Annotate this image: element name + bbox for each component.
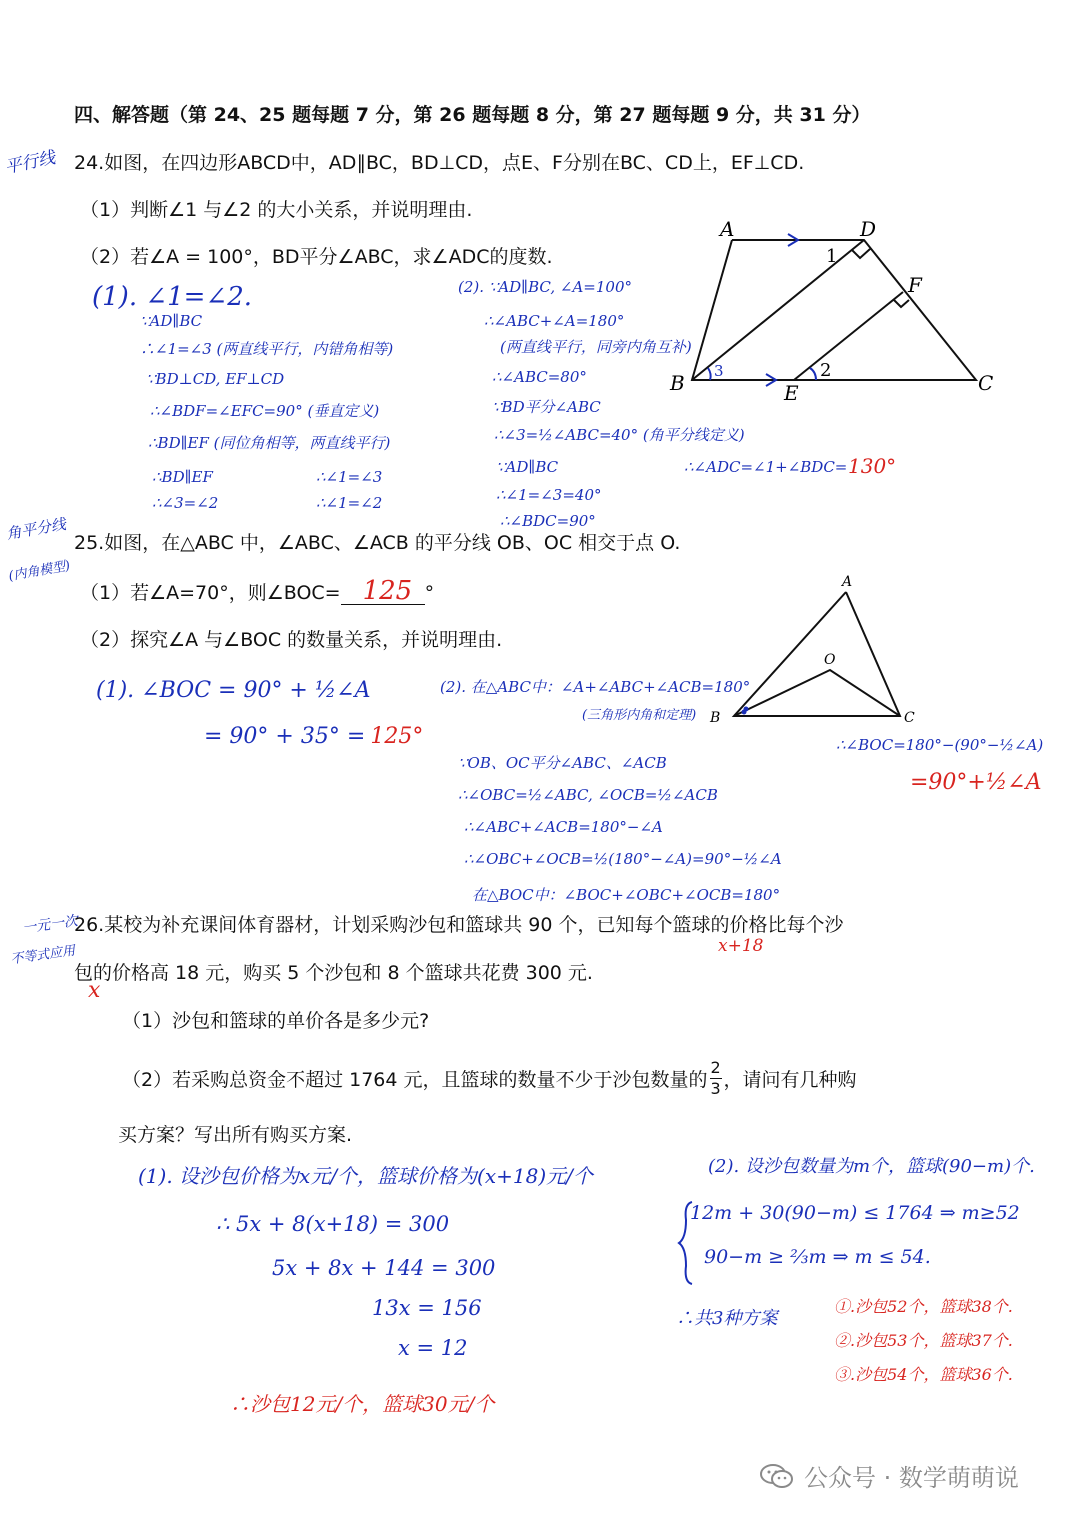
- q24-ans1-line: ∴∠1=∠3: [316, 468, 383, 486]
- q26-part2-text: （2）若采购总资金不超过 1764 元，且篮球的数量不少于沙包数量的: [122, 1069, 708, 1091]
- label-a: A: [842, 574, 853, 590]
- q26-plan-item: ③.沙包54个，篮球36个.: [834, 1365, 1013, 1384]
- q26-red-x: x: [88, 978, 101, 1003]
- q25-answer-blank[interactable]: [341, 576, 425, 606]
- q25-ans2-right: ∴∠BOC=180°−(90°−½∠A): [836, 736, 1044, 754]
- q25-part1: [80, 578, 434, 605]
- label-angle3: 3: [714, 362, 724, 380]
- right-angle-f: [894, 300, 909, 307]
- label-f: F: [908, 273, 922, 297]
- watermark-text: 公众号 · 数学萌萌说: [804, 1464, 1019, 1492]
- q24-ans2-line: ∵AD∥BC: [496, 458, 559, 476]
- triangle-abc: [734, 592, 900, 716]
- q24-ans1-line: ∵AD∥BC: [140, 312, 203, 330]
- q24-ans1-line: ∴BD∥EF (同位角相等，两直线平行): [148, 434, 391, 452]
- q24-ans2-final: 130°: [848, 454, 897, 478]
- q26-ans1-line: 13x = 156: [372, 1296, 482, 1320]
- q26-margin-note: 一元一次: [21, 913, 79, 937]
- q24-ans2-line: ∴∠ABC+∠A=180°: [484, 312, 625, 330]
- q24-ans2-line: ∴∠ABC=80°: [492, 368, 587, 386]
- q24-ans2-line: ∴∠3=½∠ABC=40° (角平分线定义): [494, 426, 745, 444]
- q25-ans1-calc: = 90° + 35° =: [204, 724, 366, 749]
- angle3-arc: [708, 368, 711, 380]
- q26-part1: （1）沙包和篮球的单价各是多少元?: [122, 1010, 430, 1032]
- q26-ans1-line: x = 12: [398, 1336, 468, 1360]
- q25-ans1-line: (1). ∠BOC = 90° + ½∠A: [96, 678, 371, 703]
- q26-plan-item: ②.沙包53个，篮球37个.: [834, 1331, 1013, 1350]
- q25-ans2-line: ∴∠OBC=½∠ABC, ∠OCB=½∠ACB: [458, 786, 718, 804]
- q25-ans2-line: ∴∠ABC+∠ACB=180°−∠A: [464, 818, 663, 836]
- q26-ans1-line: 5x + 8x + 144 = 300: [272, 1256, 496, 1280]
- angle2-arc: [810, 368, 816, 380]
- q25-figure: [700, 570, 930, 730]
- q24-ans2-line: ∴∠ADC=∠1+∠BDC=: [684, 458, 848, 476]
- q24-ans1-line: ∴∠1=∠2: [316, 494, 383, 512]
- q26-ans2-line: 90−m ≥ ⅔m ⇒ m ≤ 54.: [704, 1246, 931, 1268]
- q24-ans2-line: ∴∠BDC=90°: [500, 512, 596, 530]
- label-b: B: [670, 371, 685, 395]
- q26-ans2-conclusion: ∴共3种方案: [676, 1308, 778, 1329]
- label-b: B: [710, 710, 721, 726]
- bisectors-ob-oc: [734, 670, 900, 716]
- q24-stem: 24.如图，在四边形ABCD中，AD∥BC，BD⊥CD，点E、F分别在BC、CD上，EF⊥CD.: [74, 152, 805, 174]
- section-header: 四、解答题（第 24、25 题每题 7 分，第 26 题每题 8 分，第 27 题每题 9 分，共 31 分）: [74, 104, 871, 126]
- label-a: A: [720, 217, 735, 241]
- bisector-mark-b: [744, 707, 749, 712]
- q25-ans2-line: ∴∠OBC+∠OCB=½(180°−∠A)=90°−½∠A: [464, 850, 782, 868]
- q25-ans1-result: 125°: [370, 724, 424, 749]
- watermark: [760, 1458, 1019, 1493]
- q26-red-note: x+18: [718, 936, 764, 956]
- label-d: D: [860, 217, 877, 241]
- q25-stem: 25.如图，在△ABC 中，∠ABC、∠ACB 的平分线 OB、OC 相交于点 O.: [74, 532, 681, 554]
- q25-part1-text: （1）若∠A=70°，则∠BOC=: [80, 582, 341, 604]
- q25-part1-degree: °: [424, 582, 435, 604]
- label-angle1: 1: [826, 246, 838, 267]
- q24-ans1-line: ∵BD⊥CD, EF⊥CD: [146, 370, 285, 388]
- q24-ans1-line: (1). ∠1=∠2.: [92, 282, 253, 312]
- q25-ans2-final: =90°+½∠A: [910, 770, 1042, 795]
- q26-plan-item: ①.沙包52个，篮球38个.: [834, 1297, 1013, 1316]
- label-angle2: 2: [820, 360, 832, 381]
- q24-ans1-line: ∴BD∥EF: [152, 468, 213, 486]
- q26-ans2-line: (2). 设沙包数量为m个，篮球(90−m)个.: [708, 1156, 1035, 1177]
- wechat-icon: [760, 1463, 794, 1489]
- q25-ans2-line: ∵OB、OC平分∠ABC、∠ACB: [458, 754, 667, 772]
- q26-stem-line2: 包的价格高 18 元，购买 5 个沙包和 8 个篮球共花费 300 元.: [74, 962, 593, 984]
- q26-part2: [122, 1060, 857, 1097]
- q25-ans2-line: (2). 在△ABC中：∠A+∠ABC+∠ACB=180°: [440, 678, 751, 696]
- q26-part2-text-end: ，请问有几种购: [723, 1069, 857, 1091]
- q24-ans2-line: ∵BD平分∠ABC: [492, 398, 601, 416]
- q26-part2-line2: 买方案？写出所有购买方案.: [118, 1124, 353, 1146]
- q26-fraction: [710, 1060, 722, 1097]
- q26-ans1-line: ∴ 5x + 8(x+18) = 300: [216, 1212, 450, 1236]
- q25-ans1-line2: [204, 724, 423, 749]
- label-c: C: [904, 710, 915, 726]
- q24-ans1-line: ∴∠3=∠2: [152, 494, 219, 512]
- q26-ans2-line: 12m + 30(90−m) ≤ 1764 ⇒ m≥52: [690, 1202, 1020, 1224]
- q25-ans2-line: (三角形内角和定理): [582, 708, 697, 723]
- q26-ans1-line: (1). 设沙包价格为x元/个，篮球价格为(x+18)元/个: [138, 1164, 593, 1188]
- segment-bd: [692, 240, 864, 380]
- q25-ans2-line: 在△BOC中：∠BOC+∠OBC+∠OCB=180°: [472, 886, 781, 904]
- q25-part1-answer: 125: [362, 576, 413, 606]
- label-e: E: [784, 381, 799, 405]
- q24-figure: [660, 212, 1020, 412]
- q24-ans1-line: ∴∠BDF=∠EFC=90° (垂直定义): [150, 402, 380, 420]
- segment-ef: [794, 292, 903, 380]
- fraction-denominator: 3: [710, 1079, 721, 1098]
- q26-stem: 26.某校为补充课间体育器材，计划采购沙包和篮球共 90 个，已知每个篮球的价格比每个沙: [74, 914, 844, 936]
- right-angle-d: [852, 249, 870, 258]
- q24-ans2-line: ∴∠1=∠3=40°: [496, 486, 602, 504]
- system-brace: [676, 1200, 696, 1286]
- label-c: C: [978, 371, 994, 395]
- q24-margin-note: 平行线: [2, 147, 58, 179]
- q24-ans2-line: (2). ∵AD∥BC, ∠A=100°: [458, 278, 632, 296]
- q24-part2: （2）若∠A = 100°，BD平分∠ABC，求∠ADC的度数.: [80, 246, 553, 268]
- fraction-numerator: 2: [710, 1058, 721, 1077]
- q24-ans2-line: (两直线平行，同旁内角互补): [500, 338, 692, 356]
- q25-margin-note: (内角模型): [7, 558, 72, 585]
- q26-ans1-final: ∴沙包12元/个，篮球30元/个: [230, 1392, 495, 1416]
- q24-ans1-line: ∴∠1=∠3 (两直线平行，内错角相等): [140, 340, 394, 358]
- q24-part1: （1）判断∠1 与∠2 的大小关系，并说明理由.: [80, 199, 473, 221]
- label-o: O: [824, 652, 836, 668]
- q26-margin-note: 不等式应用: [9, 943, 77, 968]
- q25-margin-note: 角平分线: [4, 514, 68, 544]
- q25-part2: （2）探究∠A 与∠BOC 的数量关系，并说明理由.: [80, 629, 503, 651]
